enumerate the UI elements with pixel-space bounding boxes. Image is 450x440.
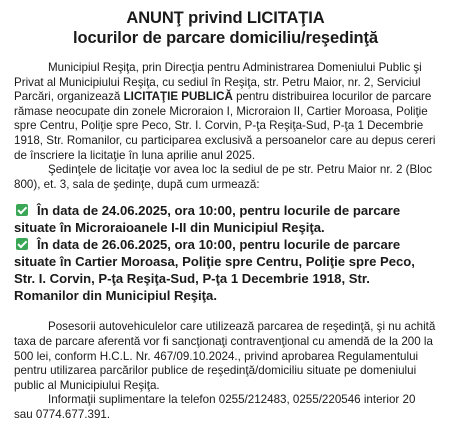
check-mark-button-icon	[16, 204, 28, 216]
schedule-intro-paragraph: Şedinţele de licitaţie vor avea loc la sediul de pe str. Petru Maior nr. 2 (Bloc 800), et. 3, sala de şedinţe, după cum urmează:	[14, 163, 433, 191]
penalty-paragraph: Posesorii autovehiculelor care utilizează parcarea de reşedinţă, şi nu achită taxa de parcare aferentă vor fi sancţionaţi contravenţional cu amendă de la 200 la 500 lei, conform H.C.L. Nr. 467/09.10.2024., privind aprobarea Regulamentului pentru utilizarea parcărilor publice de reşedinţă/domiciliu situate pe domeniului public al Municipiului Reşiţa.	[14, 320, 436, 392]
contact-paragraph: Informaţii suplimentare la telefon 0255/212483, 0255/220546 interior 20 sau 0774.677.391.	[14, 393, 416, 421]
intro-text-end: pentru distribuirea locurilor de parcare rămase neocupate din zonele Microraion I, Microraion II, Cartier Moroasa, Poliţie spre Centru, Poliţie spre Peco, Str. I. Corvin, P-ţa Reşiţa-Sud, P-ţa 1 Decembrie 1918, Str. Romanilor, cu participarea exclusivă a persoanelor care au depus cereri de înscriere la licitaţie în luna aprilie anul 2025.	[14, 90, 436, 162]
announcement-title	[14, 8, 437, 48]
schedule-item-1-text: În data de 24.06.2025, ora 10:00, pentru locurile de parcare situate în Microraioanele I-II din Municipiul Reşiţa.	[14, 203, 401, 236]
title-line-2: locurilor de parcare domiciliu/reşedinţă	[72, 29, 378, 47]
title-line-1: ANUNŢ privind LICITAŢIA	[126, 9, 325, 27]
intro-paragraph	[14, 61, 437, 163]
schedule-item-1	[14, 202, 437, 236]
schedule-item-2-text: În data de 26.06.2025, ora 10:00, pentru locurile de parcare situate în Cartier Moroasa, Poliţie spre Centru, Poliţie spre Peco, Str. I. Corvin, P-ţa Reşiţa-Sud, P-ţa 1 Decembrie 1918, Str. Romanilor din Municipiul Reşiţa.	[14, 237, 415, 304]
schedule-item-2	[14, 236, 437, 304]
intro-bold-licitatie: LICITAŢIE PUBLICĂ	[123, 90, 233, 104]
check-mark-button-icon	[16, 238, 28, 250]
intro-text-start: Municipiul Reşiţa, prin Direcţia pentru Administrarea Domeniului Public şi Privat al Municipiului Reşiţa, cu sediul în Reşiţa, str. Petru Maior, nr. 2, Serviciul Parcări, organizează	[14, 61, 422, 104]
